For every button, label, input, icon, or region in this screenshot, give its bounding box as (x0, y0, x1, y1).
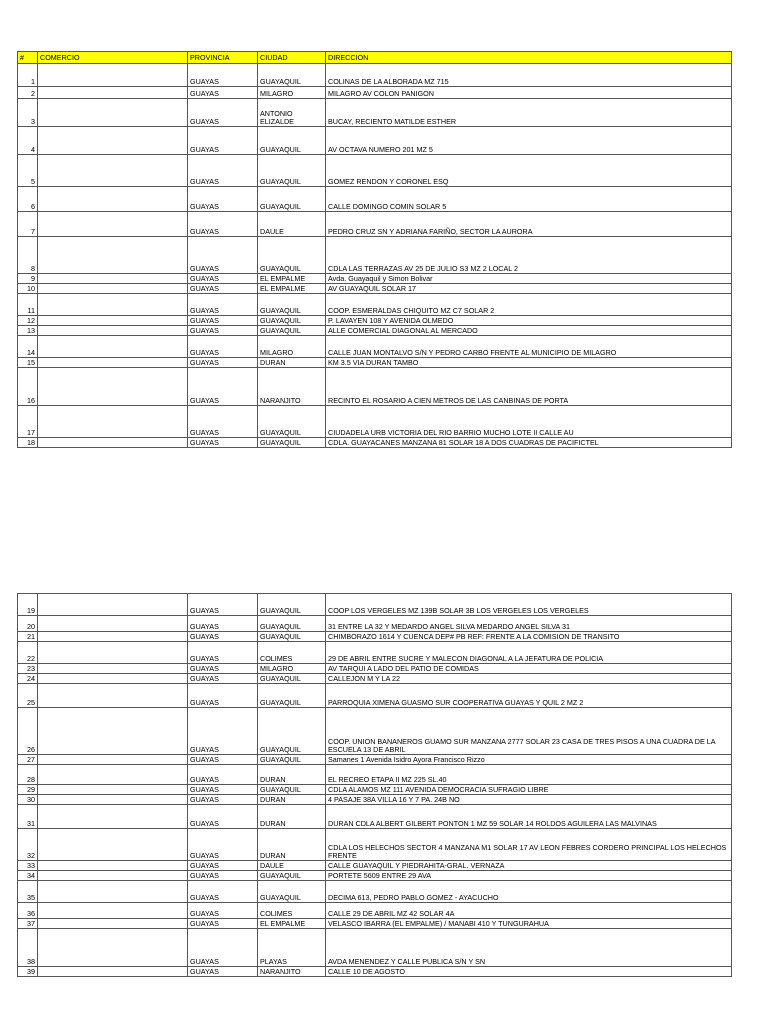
table-row (18, 187, 732, 212)
provincia-cell[interactable]: GUAYAS (188, 237, 258, 274)
table-row (18, 87, 732, 99)
direccion-cell[interactable]: CALLE JUAN MONTALVO S/N Y PEDRO CARBO FRENTE AL MUNICIPIO DE MILAGRO (326, 336, 732, 358)
row-number-cell[interactable]: 3 (18, 99, 38, 127)
provincia-cell[interactable]: GUAYAS (188, 632, 258, 642)
ciudad-cell[interactable]: MILAGRO (258, 87, 326, 99)
ciudad-cell[interactable]: DURAN (258, 358, 326, 368)
table-body-2 (18, 594, 732, 977)
provincia-cell[interactable]: GUAYAS (188, 755, 258, 765)
row-number-cell[interactable]: 1 (18, 64, 38, 87)
direccion-cell[interactable]: GOMEZ RENDON Y CORONEL ESQ (326, 155, 732, 187)
table-row (18, 919, 732, 929)
ciudad-cell[interactable]: DAULE (258, 861, 326, 871)
provincia-cell[interactable]: GUAYAS (188, 664, 258, 674)
comercio-cell[interactable] (38, 664, 188, 674)
provincia-cell[interactable]: GUAYAS (188, 616, 258, 632)
ciudad-cell[interactable]: GUAYAQUIL (258, 316, 326, 326)
provincia-cell[interactable]: GUAYAS (188, 127, 258, 155)
comercio-cell[interactable] (38, 316, 188, 326)
row-number-cell[interactable]: 16 (18, 368, 38, 406)
provincia-cell[interactable]: GUAYAS (188, 99, 258, 127)
table-row (18, 326, 732, 336)
direccion-cell[interactable]: DECIMA 613, PEDRO PABLO GOMEZ - AYACUCHO (326, 881, 732, 903)
table-row (18, 795, 732, 805)
provincia-cell[interactable]: GUAYAS (188, 64, 258, 87)
table-row (18, 708, 732, 755)
ciudad-cell[interactable]: DURAN (258, 795, 326, 805)
comercio-cell[interactable] (38, 805, 188, 829)
table-row (18, 316, 732, 326)
direccion-cell[interactable]: CIUDADELA URB VICTORIA DEL RIO BARRIO MUCHO LOTE II CALLE AU (326, 406, 732, 438)
ciudad-cell[interactable]: DAULE (258, 212, 326, 237)
direccion-cell[interactable]: COOP. ESMERALDAS CHIQUITO MZ C7 SOLAR 2 (326, 294, 732, 316)
table-row (18, 368, 732, 406)
row-number-cell[interactable]: 31 (18, 805, 38, 829)
comercio-cell[interactable] (38, 642, 188, 664)
row-number-cell[interactable]: 28 (18, 765, 38, 785)
provincia-cell[interactable]: GUAYAS (188, 406, 258, 438)
table-row (18, 805, 732, 829)
provincia-cell[interactable]: GUAYAS (188, 294, 258, 316)
table-row (18, 155, 732, 187)
spreadsheet-table-2 (17, 593, 732, 977)
direccion-cell[interactable]: RECINTO EL ROSARIO A CIEN METROS DE LAS CANBINAS DE PORTA (326, 368, 732, 406)
ciudad-cell[interactable]: GUAYAQUIL (258, 684, 326, 708)
comercio-cell[interactable] (38, 684, 188, 708)
row-number-cell[interactable]: 4 (18, 127, 38, 155)
comercio-cell[interactable] (38, 99, 188, 127)
ciudad-cell[interactable]: DURAN (258, 829, 326, 861)
header-num[interactable]: # (18, 52, 38, 64)
comercio-cell[interactable] (38, 674, 188, 684)
comercio-cell[interactable] (38, 919, 188, 929)
direccion-cell[interactable]: CDLA LOS HELECHOS SECTOR 4 MANZANA M1 SOLAR 17 AV LEON FEBRES CORDERO PRINCIPAL LOS HELECHOS FRENTE (326, 829, 732, 861)
ciudad-cell[interactable]: DURAN (258, 805, 326, 829)
direccion-cell[interactable]: CDLA LAS TERRAZAS AV 25 DE JULIO S3 MZ 2 LOCAL 2 (326, 237, 732, 274)
ciudad-cell[interactable]: NARANJITO (258, 368, 326, 406)
direccion-cell[interactable]: VELASCO IBARRA (EL EMPALME) / MANABI 410 Y TUNGURAHUA (326, 919, 732, 929)
header-row (18, 52, 732, 64)
comercio-cell[interactable] (38, 829, 188, 861)
direccion-cell[interactable]: CALLEJON M Y LA 22 (326, 674, 732, 684)
comercio-cell[interactable] (38, 616, 188, 632)
row-number-cell[interactable]: 32 (18, 829, 38, 861)
table-row (18, 212, 732, 237)
ciudad-cell[interactable]: GUAYAQUIL (258, 616, 326, 632)
table-row (18, 284, 732, 294)
comercio-cell[interactable] (38, 785, 188, 795)
ciudad-cell[interactable]: GUAYAQUIL (258, 64, 326, 87)
direccion-cell[interactable]: MILAGRO AV COLON PANIGON (326, 87, 732, 99)
table-body-1 (18, 64, 732, 448)
provincia-cell[interactable]: GUAYAS (188, 284, 258, 294)
direccion-cell[interactable]: PORTETE 5609 ENTRE 29 AVA (326, 871, 732, 881)
table-row (18, 438, 732, 448)
row-number-cell[interactable]: 24 (18, 674, 38, 684)
ciudad-cell[interactable]: GUAYAQUIL (258, 237, 326, 274)
comercio-cell[interactable] (38, 871, 188, 881)
direccion-cell[interactable]: Avda. Guayaquil y Simon Bolivar (326, 274, 732, 284)
header-direccion[interactable]: DIRECCION (326, 52, 732, 64)
comercio-cell[interactable] (38, 632, 188, 642)
comercio-cell[interactable] (38, 795, 188, 805)
provincia-cell[interactable]: GUAYAS (188, 829, 258, 861)
table-row (18, 294, 732, 316)
comercio-cell[interactable] (38, 87, 188, 99)
table-row (18, 274, 732, 284)
row-number-cell[interactable]: 17 (18, 406, 38, 438)
provincia-cell[interactable]: GUAYAS (188, 805, 258, 829)
row-number-cell[interactable]: 37 (18, 919, 38, 929)
comercio-cell[interactable] (38, 765, 188, 785)
table-row (18, 127, 732, 155)
row-number-cell[interactable]: 2 (18, 87, 38, 99)
ciudad-cell[interactable]: ANTONIO ELIZALDE (258, 99, 326, 127)
row-number-cell[interactable]: 7 (18, 212, 38, 237)
table-row (18, 829, 732, 861)
comercio-cell[interactable] (38, 212, 188, 237)
comercio-cell[interactable] (38, 929, 188, 967)
direccion-cell[interactable]: CDLA. GUAYACANES MANZANA 81 SOLAR 18 A DOS CUADRAS DE PACIFICTEL (326, 438, 732, 448)
ciudad-cell[interactable]: GUAYAQUIL (258, 155, 326, 187)
comercio-cell[interactable] (38, 358, 188, 368)
direccion-cell[interactable]: AV OCTAVA NUMERO 201 MZ 5 (326, 127, 732, 155)
table-row (18, 237, 732, 274)
direccion-cell[interactable]: P. LAVAYEN 108 Y AVENIDA OLMEDO (326, 316, 732, 326)
row-number-cell[interactable]: 23 (18, 664, 38, 674)
provincia-cell[interactable]: GUAYAS (188, 87, 258, 99)
direccion-cell[interactable]: DURAN CDLA ALBERT GILBERT PONTON 1 MZ 59 SOLAR 14 ROLDOS AGUILERA LAS MALVINAS (326, 805, 732, 829)
ciudad-cell[interactable]: GUAYAQUIL (258, 755, 326, 765)
ciudad-cell[interactable]: PLAYAS (258, 929, 326, 967)
table-row (18, 642, 732, 664)
row-number-cell[interactable]: 22 (18, 642, 38, 664)
comercio-cell[interactable] (38, 438, 188, 448)
provincia-cell[interactable]: GUAYAS (188, 316, 258, 326)
row-number-cell[interactable]: 13 (18, 326, 38, 336)
row-number-cell[interactable]: 35 (18, 881, 38, 903)
row-number-cell[interactable]: 14 (18, 336, 38, 358)
direccion-cell[interactable]: AVDA MENENDEZ Y CALLE PUBLICA S/N Y SN (326, 929, 732, 967)
table-row (18, 64, 732, 87)
comercio-cell[interactable] (38, 368, 188, 406)
row-number-cell[interactable]: 20 (18, 616, 38, 632)
direccion-cell[interactable]: ALLE COMERCIAL DIAGONAL AL MERCADO (326, 326, 732, 336)
row-number-cell[interactable]: 5 (18, 155, 38, 187)
ciudad-cell[interactable]: GUAYAQUIL (258, 594, 326, 616)
direccion-cell[interactable]: COOP. UNION BANANEROS GUAMO SUR MANZANA 2777 SOLAR 23 CASA DE TRES PISOS A UNA CUADRA DE LA ESCUELA 13 DE ABRIL (326, 708, 732, 755)
ciudad-cell[interactable]: MILAGRO (258, 664, 326, 674)
table-row (18, 861, 732, 871)
provincia-cell[interactable]: GUAYAS (188, 785, 258, 795)
ciudad-cell[interactable]: GUAYAQUIL (258, 708, 326, 755)
table-row (18, 594, 732, 616)
comercio-cell[interactable] (38, 708, 188, 755)
comercio-cell[interactable] (38, 406, 188, 438)
ciudad-cell[interactable]: GUAYAQUIL (258, 871, 326, 881)
direccion-cell[interactable]: 31 ENTRE LA 32 Y MEDARDO ANGEL SILVA MEDARDO ANGEL SILVA 31 (326, 616, 732, 632)
ciudad-cell[interactable]: DURAN (258, 765, 326, 785)
provincia-cell[interactable]: GUAYAS (188, 795, 258, 805)
comercio-cell[interactable] (38, 64, 188, 87)
provincia-cell[interactable]: GUAYAS (188, 871, 258, 881)
provincia-cell[interactable]: GUAYAS (188, 438, 258, 448)
direccion-cell[interactable]: COLINAS DE LA ALBORADA MZ 715 (326, 64, 732, 87)
comercio-cell[interactable] (38, 326, 188, 336)
ciudad-cell[interactable]: GUAYAQUIL (258, 674, 326, 684)
direccion-cell[interactable]: CALLE DOMINGO COMIN SOLAR 5 (326, 187, 732, 212)
comercio-cell[interactable] (38, 967, 188, 977)
provincia-cell[interactable]: GUAYAS (188, 674, 258, 684)
provincia-cell[interactable]: GUAYAS (188, 708, 258, 755)
ciudad-cell[interactable]: GUAYAQUIL (258, 406, 326, 438)
ciudad-cell[interactable]: GUAYAQUIL (258, 438, 326, 448)
header-provincia[interactable]: PROVINCIA (188, 52, 258, 64)
provincia-cell[interactable]: GUAYAS (188, 919, 258, 929)
comercio-cell[interactable] (38, 755, 188, 765)
provincia-cell[interactable]: GUAYAS (188, 155, 258, 187)
provincia-cell[interactable]: GUAYAS (188, 929, 258, 967)
row-number-cell[interactable]: 18 (18, 438, 38, 448)
row-number-cell[interactable]: 39 (18, 967, 38, 977)
direccion-cell[interactable]: COOP LOS VERGELES MZ 139B SOLAR 3B LOS VERGELES LOS VERGELES (326, 594, 732, 616)
table-row (18, 684, 732, 708)
direccion-cell[interactable]: CHIMBORAZO 1614 Y CUENCA DEP# PB REF: FRENTE A LA COMISION DE TRANSITO (326, 632, 732, 642)
direccion-cell[interactable]: EL RECREO ETAPA II MZ 225 SL.40 (326, 765, 732, 785)
ciudad-cell[interactable]: MILAGRO (258, 336, 326, 358)
table-row (18, 929, 732, 967)
direccion-cell[interactable]: AV GUAYAQUIL SOLAR 17 (326, 284, 732, 294)
row-number-cell[interactable]: 34 (18, 871, 38, 881)
comercio-cell[interactable] (38, 903, 188, 919)
direccion-cell[interactable]: Samanes 1 Avenida Isidro Ayora Francisco Rizzo (326, 755, 732, 765)
provincia-cell[interactable]: GUAYAS (188, 368, 258, 406)
row-number-cell[interactable]: 30 (18, 795, 38, 805)
table-row (18, 881, 732, 903)
direccion-cell[interactable]: CALLE 10 DE AGOSTO (326, 967, 732, 977)
provincia-cell[interactable]: GUAYAS (188, 765, 258, 785)
ciudad-cell[interactable]: EL EMPALME (258, 919, 326, 929)
provincia-cell[interactable]: GUAYAS (188, 881, 258, 903)
row-number-cell[interactable]: 12 (18, 316, 38, 326)
comercio-cell[interactable] (38, 861, 188, 871)
table-row (18, 358, 732, 368)
table-row (18, 99, 732, 127)
provincia-cell[interactable]: GUAYAS (188, 336, 258, 358)
row-number-cell[interactable]: 38 (18, 929, 38, 967)
provincia-cell[interactable]: GUAYAS (188, 358, 258, 368)
row-number-cell[interactable]: 6 (18, 187, 38, 212)
provincia-cell[interactable]: GUAYAS (188, 903, 258, 919)
direccion-cell[interactable]: KM 3.5 VIA DURAN TAMBO (326, 358, 732, 368)
ciudad-cell[interactable]: GUAYAQUIL (258, 881, 326, 903)
table-row (18, 765, 732, 785)
comercio-cell[interactable] (38, 881, 188, 903)
direccion-cell[interactable]: CALLE 29 DE ABRIL MZ 42 SOLAR 4A (326, 903, 732, 919)
comercio-cell[interactable] (38, 155, 188, 187)
ciudad-cell[interactable]: GUAYAQUIL (258, 785, 326, 795)
direccion-cell[interactable]: CALLE GUAYAQUIL Y PIEDRAHITA-GRAL. VERNAZA (326, 861, 732, 871)
comercio-cell[interactable] (38, 594, 188, 616)
row-number-cell[interactable]: 10 (18, 284, 38, 294)
ciudad-cell[interactable]: EL EMPALME (258, 284, 326, 294)
ciudad-cell[interactable]: COLIMES (258, 642, 326, 664)
header-comercio[interactable]: COMERCIO (38, 52, 188, 64)
direccion-cell[interactable]: PEDRO CRUZ SN Y ADRIANA FARIÑO, SECTOR LA AURORA (326, 212, 732, 237)
row-number-cell[interactable]: 11 (18, 294, 38, 316)
provincia-cell[interactable]: GUAYAS (188, 967, 258, 977)
ciudad-cell[interactable]: GUAYAQUIL (258, 632, 326, 642)
row-number-cell[interactable]: 8 (18, 237, 38, 274)
provincia-cell[interactable]: GUAYAS (188, 187, 258, 212)
direccion-cell[interactable]: PARROQUIA XIMENA GUASMO SUR COOPERATIVA GUAYAS Y QUIL 2 MZ 2 (326, 684, 732, 708)
row-number-cell[interactable]: 26 (18, 708, 38, 755)
row-number-cell[interactable]: 21 (18, 632, 38, 642)
ciudad-cell[interactable]: NARANJITO (258, 967, 326, 977)
table-row (18, 632, 732, 642)
comercio-cell[interactable] (38, 187, 188, 212)
comercio-cell[interactable] (38, 237, 188, 274)
row-number-cell[interactable]: 33 (18, 861, 38, 871)
row-number-cell[interactable]: 36 (18, 903, 38, 919)
direccion-cell[interactable]: BUCAY, RECIENTO MATILDE ESTHER (326, 99, 732, 127)
table-row (18, 903, 732, 919)
table-row (18, 871, 732, 881)
provincia-cell[interactable]: GUAYAS (188, 684, 258, 708)
ciudad-cell[interactable]: GUAYAQUIL (258, 326, 326, 336)
spreadsheet-table-1 (17, 51, 732, 448)
ciudad-cell[interactable]: GUAYAQUIL (258, 127, 326, 155)
table-row (18, 406, 732, 438)
ciudad-cell[interactable]: COLIMES (258, 903, 326, 919)
row-number-cell[interactable]: 25 (18, 684, 38, 708)
direccion-cell[interactable]: 29 DE ABRIL ENTRE SUCRE Y MALECON DIAGONAL A LA JEFATURA DE POLICIA (326, 642, 732, 664)
provincia-cell[interactable]: GUAYAS (188, 594, 258, 616)
ciudad-cell[interactable]: EL EMPALME (258, 274, 326, 284)
row-number-cell[interactable]: 29 (18, 785, 38, 795)
direccion-cell[interactable]: AV TARQUI A LADO DEL PATIO DE COMIDAS (326, 664, 732, 674)
provincia-cell[interactable]: GUAYAS (188, 212, 258, 237)
table-row (18, 674, 732, 684)
direccion-cell[interactable]: 4 PASAJE 38A VILLA 16 Y 7 PA. 24B NO (326, 795, 732, 805)
table-row (18, 664, 732, 674)
row-number-cell[interactable]: 9 (18, 274, 38, 284)
provincia-cell[interactable]: GUAYAS (188, 326, 258, 336)
table-row (18, 967, 732, 977)
row-number-cell[interactable]: 15 (18, 358, 38, 368)
comercio-cell[interactable] (38, 336, 188, 358)
comercio-cell[interactable] (38, 274, 188, 284)
table-row (18, 785, 732, 795)
row-number-cell[interactable]: 27 (18, 755, 38, 765)
row-number-cell[interactable]: 19 (18, 594, 38, 616)
ciudad-cell[interactable]: GUAYAQUIL (258, 294, 326, 316)
table-row (18, 755, 732, 765)
provincia-cell[interactable]: GUAYAS (188, 861, 258, 871)
table-row (18, 616, 732, 632)
comercio-cell[interactable] (38, 294, 188, 316)
ciudad-cell[interactable]: GUAYAQUIL (258, 187, 326, 212)
header-ciudad[interactable]: CIUDAD (258, 52, 326, 64)
comercio-cell[interactable] (38, 284, 188, 294)
comercio-cell[interactable] (38, 127, 188, 155)
provincia-cell[interactable]: GUAYAS (188, 642, 258, 664)
provincia-cell[interactable]: GUAYAS (188, 274, 258, 284)
table-row (18, 336, 732, 358)
direccion-cell[interactable]: CDLA ALAMOS MZ 111 AVENIDA DEMOCRACIA SUFRAGIO LIBRE (326, 785, 732, 795)
